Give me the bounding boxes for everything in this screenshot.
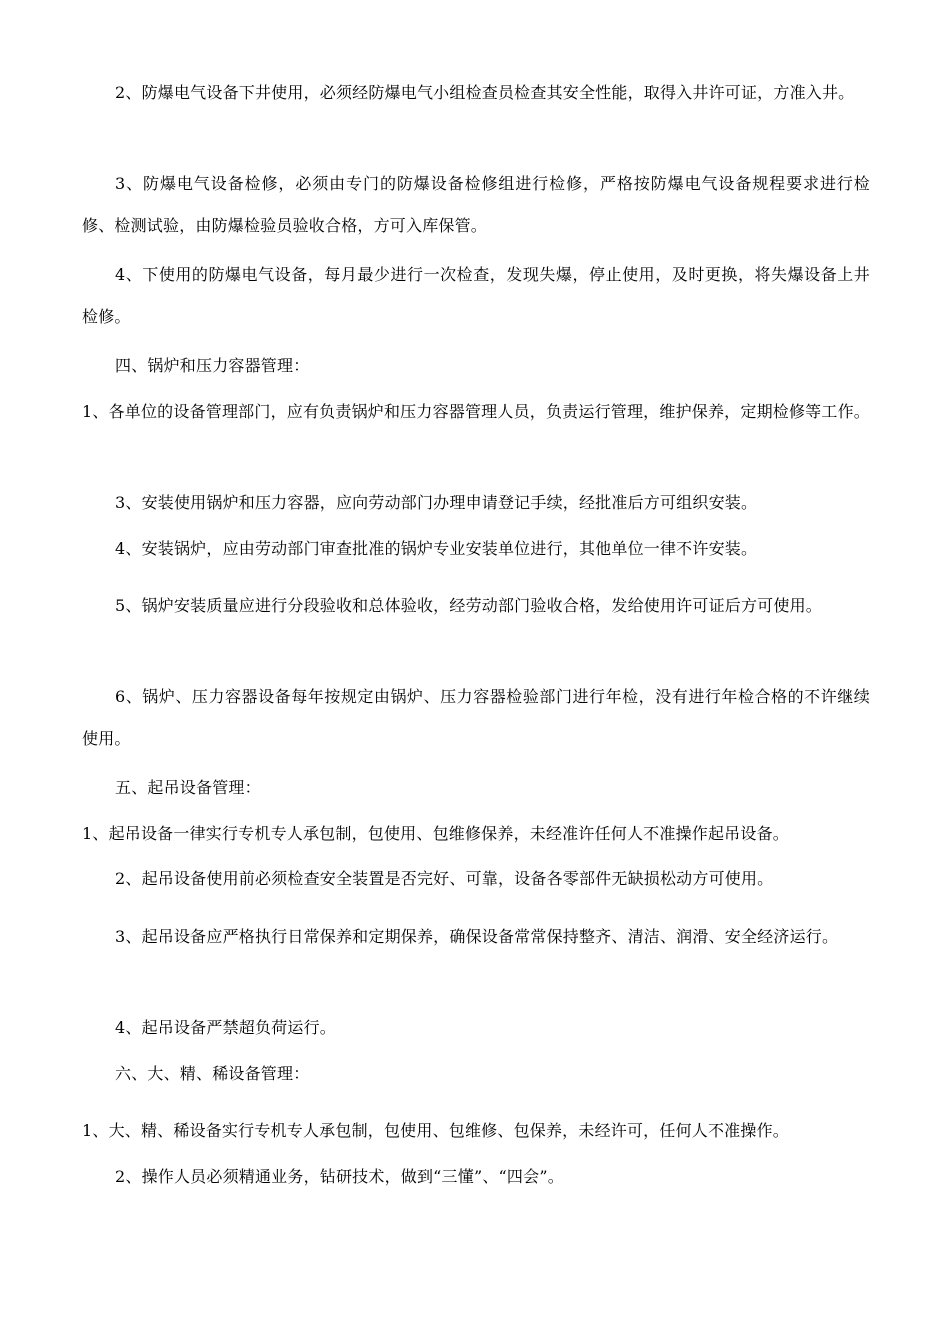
- section-heading-boiler: 四、锅炉和压力容器管理：: [115, 356, 310, 375]
- paragraph-lifting-4: 4、起吊设备严禁超负荷运行。: [115, 1018, 336, 1037]
- paragraph-lifting-1: 1、起吊设备一律实行专机专人承包制，包使用、包维修保养，未经准许任何人不准操作起吊设备。: [82, 824, 789, 843]
- paragraph-lifting-2: 2、起吊设备使用前必须检查安全装置是否完好、可靠，设备各零部件无缺损松动方可使用。: [115, 869, 774, 888]
- section-heading-precision: 六、大、精、稀设备管理：: [115, 1064, 310, 1083]
- paragraph-precision-2: 2、操作人员必须精通业务，钻研技术，做到“三懂”、“四会”。: [115, 1167, 564, 1186]
- paragraph-lifting-3: 3、起吊设备应严格执行日常保养和定期保养，确保设备常常保持整齐、清洁、润滑、安全经济运行。: [115, 927, 839, 946]
- paragraph-boiler-3: 3、安装使用锅炉和压力容器，应向劳动部门办理申请登记手续，经批准后方可组织安装。: [115, 493, 758, 512]
- paragraph-explosion-proof-4: 4、下使用的防爆电气设备，每月最少进行一次检查，发现失爆，停止使用，及时更换，将失爆设备上井检修。: [82, 265, 870, 326]
- paragraph-precision-1: 1、大、精、稀设备实行专机专人承包制，包使用、包维修、包保养，未经许可，任何人不准操作。: [82, 1121, 789, 1140]
- paragraph-boiler-6: 6、锅炉、压力容器设备每年按规定由锅炉、压力容器检验部门进行年检，没有进行年检合格的不许继续使用。: [82, 687, 870, 748]
- paragraph-boiler-5: 5、锅炉安装质量应进行分段验收和总体验收，经劳动部门验收合格，发给使用许可证后方可使用。: [115, 596, 822, 615]
- paragraph-explosion-proof-3: 3、防爆电气设备检修，必须由专门的防爆设备检修组进行检修，严格按防爆电气设备规程要求进行检修、检测试验，由防爆检验员验收合格，方可入库保管。: [82, 174, 870, 235]
- section-heading-lifting: 五、起吊设备管理：: [115, 778, 261, 797]
- paragraph-boiler-4: 4、安装锅炉，应由劳动部门审查批准的锅炉专业安装单位进行，其他单位一律不许安装。: [115, 539, 758, 558]
- paragraph-boiler-1: 1、各单位的设备管理部门，应有负责锅炉和压力容器管理人员，负责运行管理，维护保养，定期检修等工作。: [82, 402, 870, 421]
- paragraph-explosion-proof-2: 2、防爆电气设备下井使用，必须经防爆电气小组检查员检查其安全性能，取得入井许可证，方准入井。: [115, 83, 855, 102]
